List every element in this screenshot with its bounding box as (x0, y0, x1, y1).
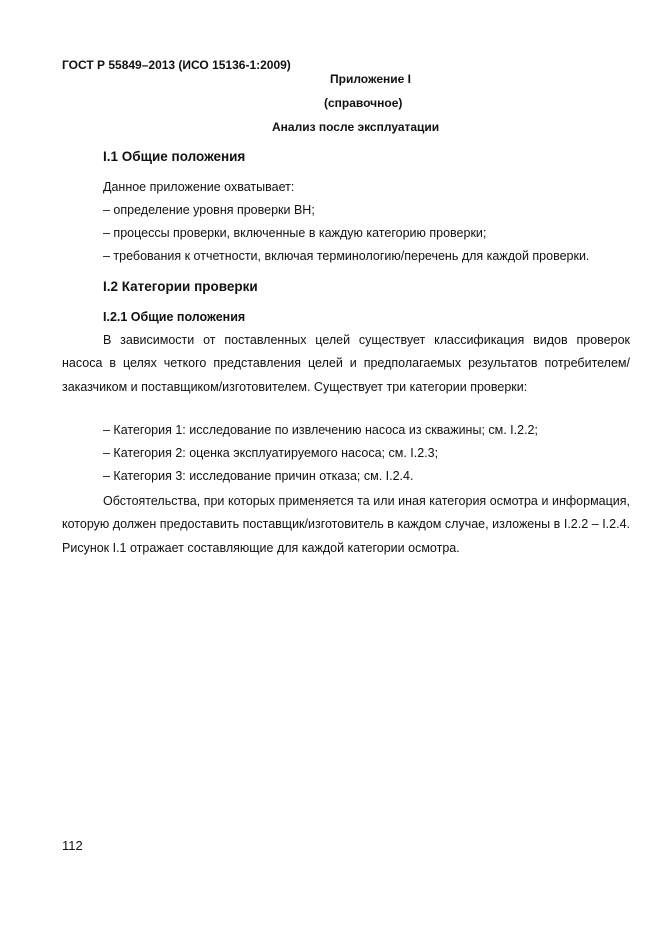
list-item: – Категория 1: исследование по извлечению насоса из скважины; см. I.2.2; (103, 423, 538, 437)
section-1-heading: I.1 Общие положения (103, 149, 246, 164)
list-item: – определение уровня проверки ВН; (103, 203, 315, 217)
list-item: – процессы проверки, включенные в каждую категорию проверки; (103, 226, 487, 240)
page-number: 112 (62, 838, 83, 853)
appendix-title: Приложение I (330, 72, 411, 86)
section-2-1-heading: I.2.1 Общие положения (103, 310, 246, 324)
appendix-name: Анализ после эксплуатации (272, 120, 440, 134)
paragraph: Обстоятельства, при которых применяется та или иная категория осмотра и информация, которую должен предоставить поставщик/изготовитель в каждом случае, изложены в I.2.2 – I.2.4. Рисунок I.1 отражает составляющие для каждой категории осмотра. (62, 494, 630, 555)
list-item: – требования к отчетности, включая терминологию/перечень для каждой проверки. (103, 249, 590, 263)
list-item: – Категория 2: оценка эксплуатируемого насоса; см. I.2.3; (103, 446, 439, 460)
appendix-type: (справочное) (324, 96, 403, 110)
section-1-intro: Данное приложение охватывает: (103, 180, 295, 194)
document-header: ГОСТ Р 55849–2013 (ИСО 15136-1:2009) (62, 58, 291, 72)
section-2-heading: I.2 Категории проверки (103, 279, 258, 294)
list-item: – Категория 3: исследование причин отказа; см. I.2.4. (103, 469, 414, 483)
paragraph: В зависимости от поставленных целей существует классификация видов проверок насоса в целях четкого представления целей и предполагаемых результатов потребителем/заказчиком и поставщиком/изготовителем. Существует три категории проверки: (62, 333, 630, 394)
